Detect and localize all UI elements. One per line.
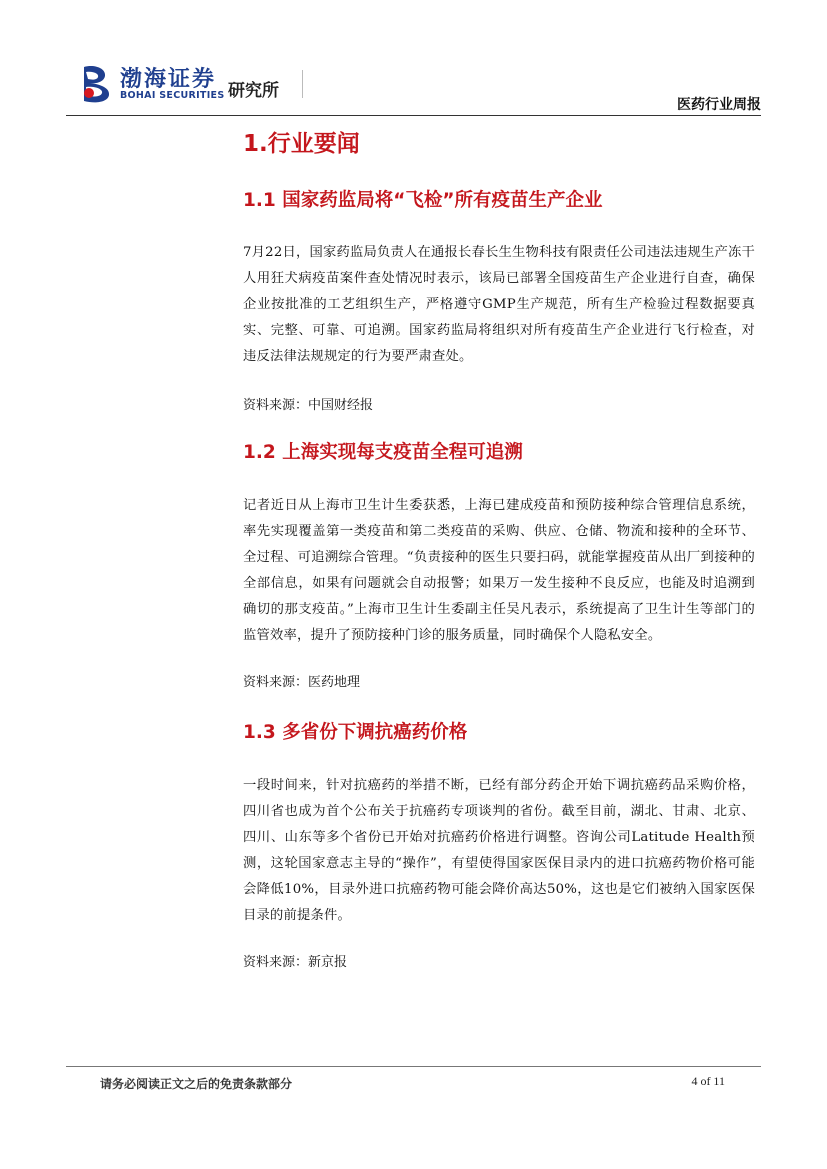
- section-body-3: 一段时间来，针对抗癌药的举措不断，已经有部分药企开始下调抗癌药品采购价格，四川省也成为首个公布关于抗癌药专项谈判的省份。截至目前，湖北、甘肃、北京、四川、山东等多个省份已开始对抗癌药价格进行调整。咨询公司Latitude Health预测，这轮国家意志主导的“操作”，有望使得国家医保目录内的进口抗癌药物价格可能会降低10%，目录外进口抗癌药物可能会降价高达50%，这也是它们被纳入国家医保目录的前提条件。: [243, 778, 755, 923]
- logo-chinese-name: 渤海证券: [120, 67, 217, 92]
- section-heading-3: 1.3 多省份下调抗癌药价格: [243, 722, 468, 743]
- logo-divider: [302, 70, 303, 98]
- section-body-1: 7月22日，国家药监局负责人在通报长春长生生物科技有限责任公司违法违规生产冻干人用狂犬病疫苗案件查处情况时表示，该局已部署全国疫苗生产企业进行自查，确保企业按批准的工艺组织生产，严格遵守GMP生产规范，所有生产检验过程数据要真实、完整、可靠、可追溯。国家药监局将组织对所有疫苗生产企业进行飞行检查，对违反法律法规规定的行为要严肃查处。: [243, 245, 755, 364]
- section-source-3: 资料来源：新京报: [243, 955, 348, 970]
- disclaimer-text: 请务必阅读正文之后的免责条款部分: [100, 1077, 293, 1091]
- bohai-logo-icon: [80, 64, 114, 104]
- report-type: 医药行业周报: [677, 97, 761, 113]
- section-heading-2: 1.2 上海实现每支疫苗全程可追溯: [243, 442, 523, 463]
- institute-label: 研究所: [228, 81, 279, 101]
- page-number: 4 of 11: [691, 1074, 725, 1088]
- main-content: [243, 116, 755, 974]
- footer-rule: [66, 1066, 761, 1067]
- section-source-1: 资料来源：中国财经报: [243, 398, 374, 413]
- section-body-2: 记者近日从上海市卫生计生委获悉，上海已建成疫苗和预防接种综合管理信息系统，率先实现覆盖第一类疫苗和第二类疫苗的采购、供应、仓储、物流和接种的全环节、全过程、可追溯综合管理。“负责接种的医生只要扫码，就能掌握疫苗从出厂到接种的全部信息，如果有问题就会自动报警；如果万一发生接种不良反应，也能及时追溯到确切的那支疫苗。”上海市卫生计生委副主任吴凡表示，系统提高了卫生计生等部门的监管效率，提升了预防接种门诊的服务质量，同时确保个人隐私安全。: [243, 498, 755, 643]
- logo-english-name: BOHAI SECURITIES: [120, 90, 225, 101]
- section-source-2: 资料来源：医药地理: [243, 675, 361, 690]
- page-title: 1.行业要闻: [243, 131, 360, 157]
- section-heading-1: 1.1 国家药监局将“飞检”所有疫苗生产企业: [243, 190, 603, 211]
